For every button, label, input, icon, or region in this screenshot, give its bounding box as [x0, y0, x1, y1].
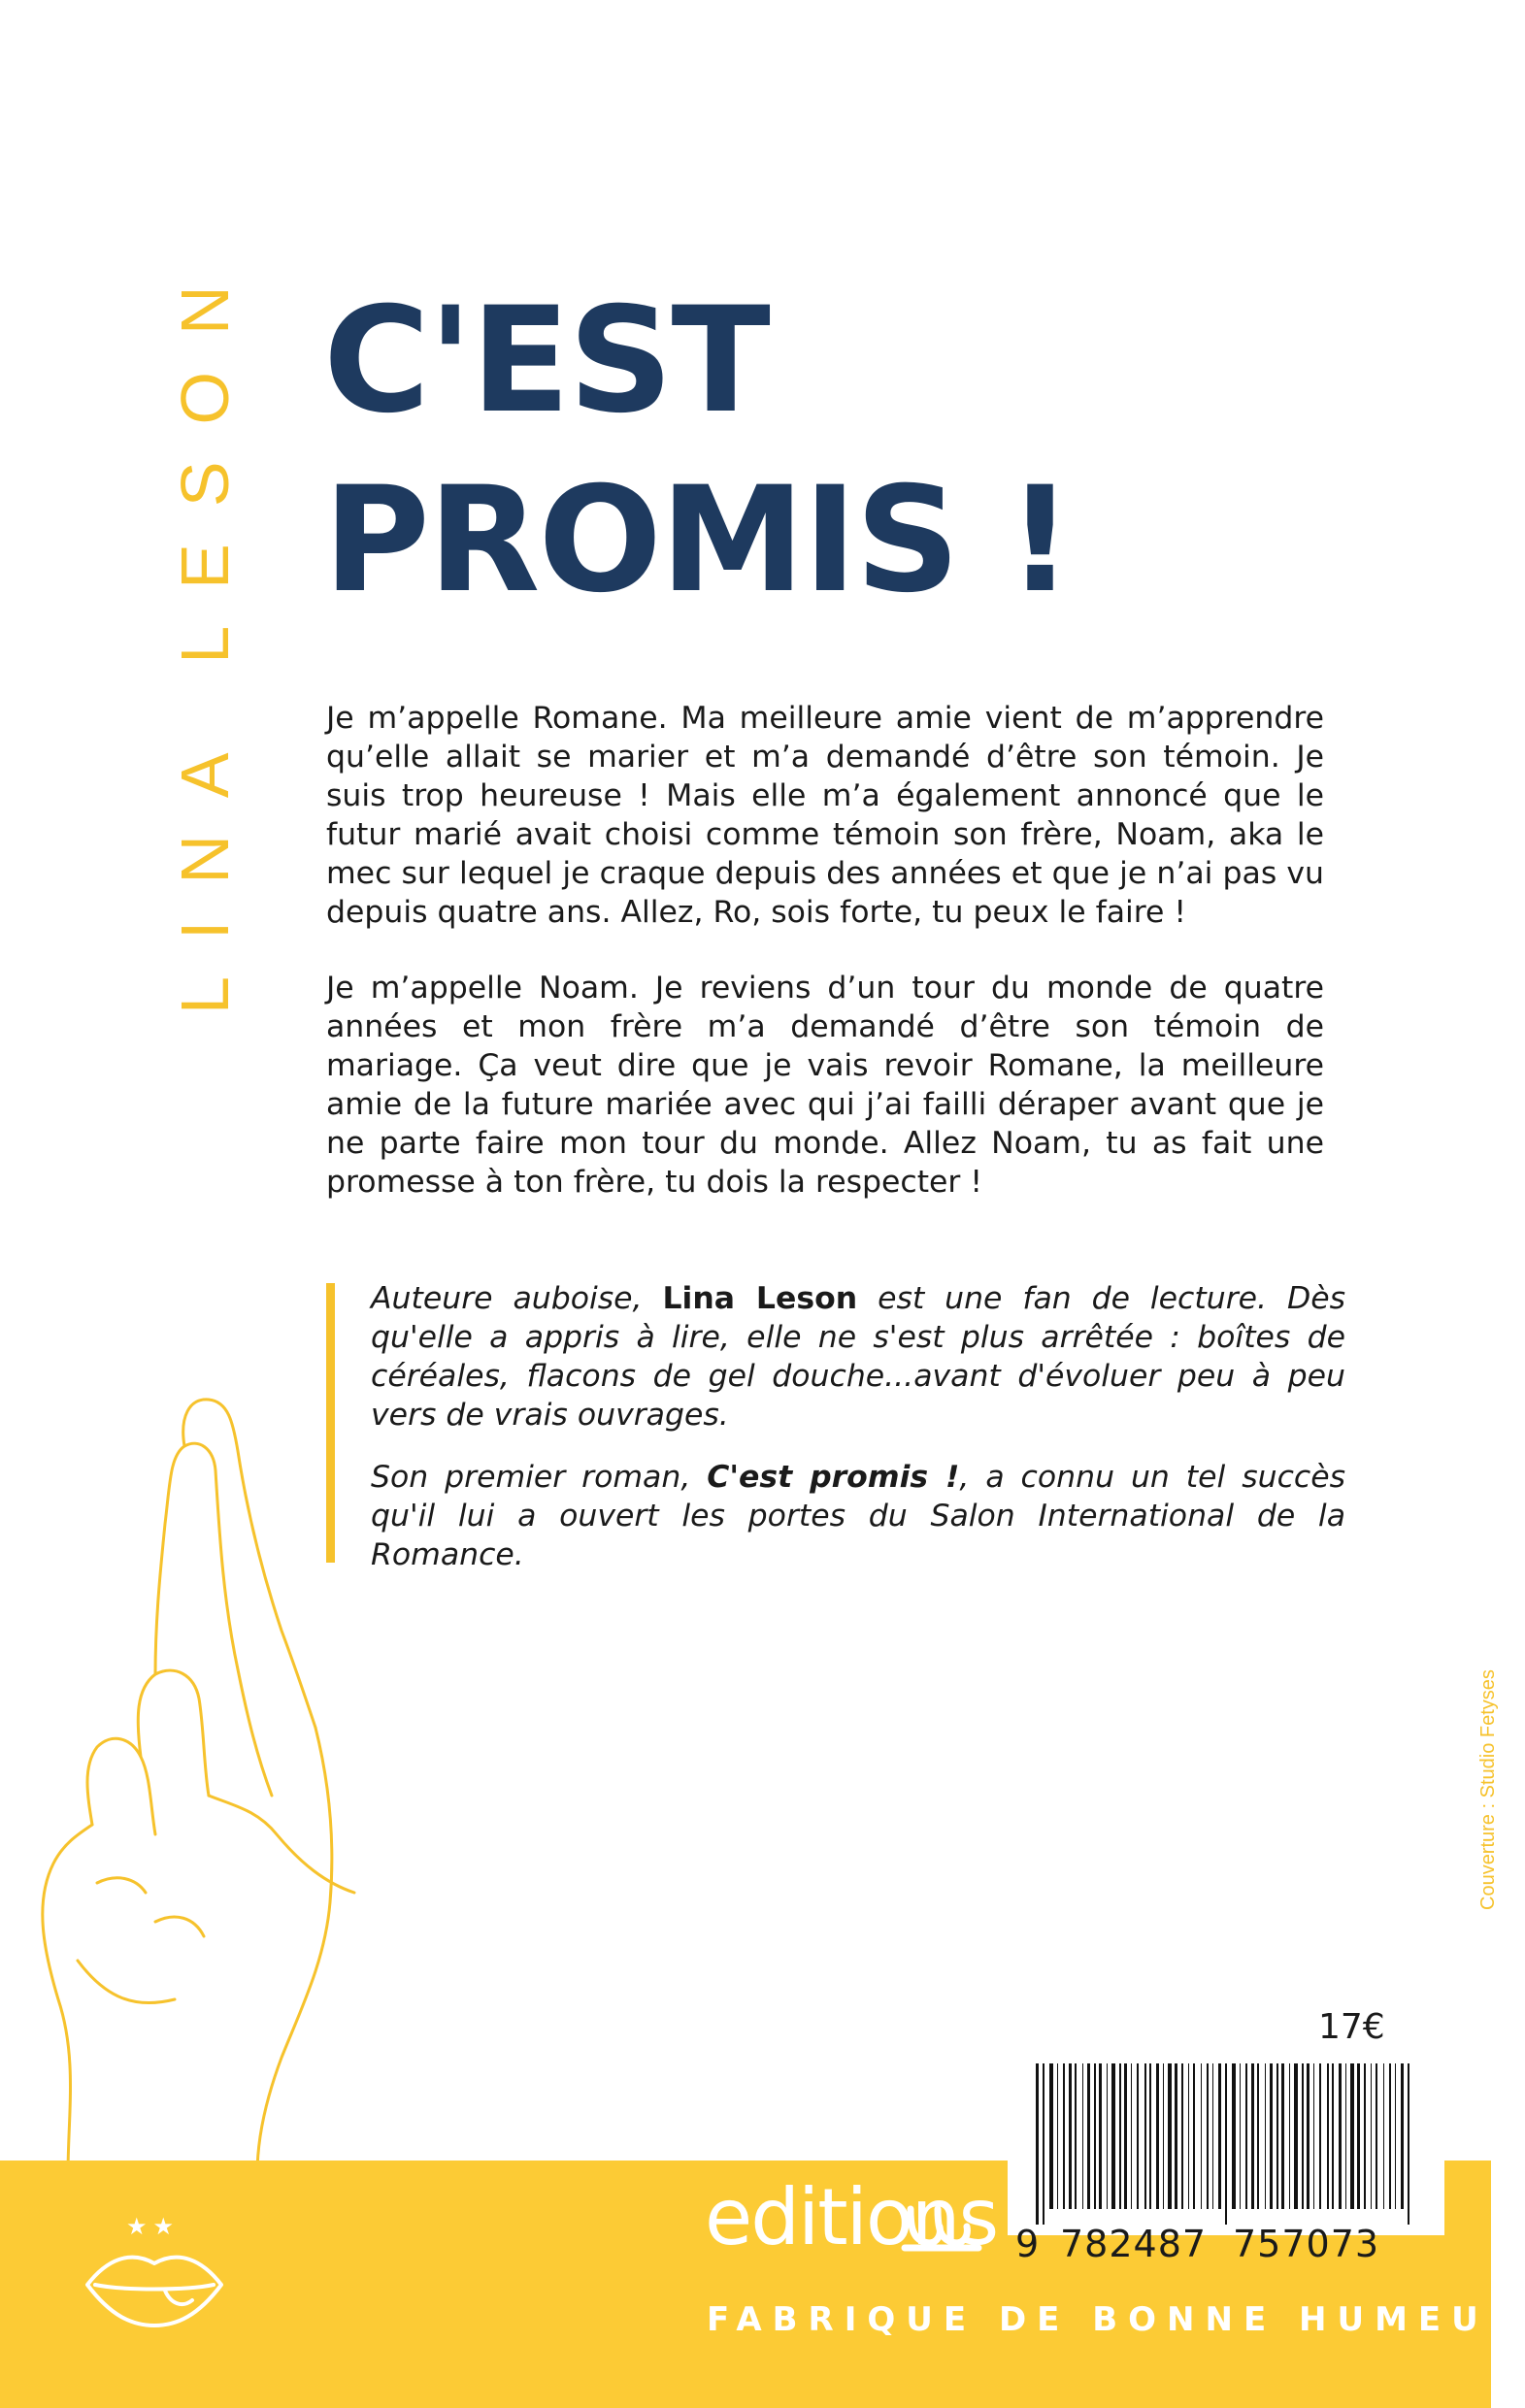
- bio-p1-intro: Auteure auboise,: [371, 1281, 663, 1316]
- barcode-bar: [1276, 2063, 1278, 2209]
- cover-credit: Couverture : Studio Fetyses: [1477, 1669, 1499, 1910]
- barcode-bar: [1043, 2063, 1044, 2225]
- bio-text: [371, 1279, 1345, 1574]
- barcode-bar: [1049, 2063, 1053, 2209]
- barcode-bar: [1408, 2063, 1409, 2225]
- barcode-bar: [1289, 2063, 1290, 2209]
- barcode-bar: [1137, 2063, 1139, 2209]
- bio-paragraph-1: [371, 1279, 1345, 1435]
- bio-paragraph-2: [371, 1458, 1345, 1574]
- barcode-bar: [1307, 2063, 1310, 2209]
- bio-p1-rest: est une fan de lecture. Dès qu'elle a appris à lire, elle ne s'est plus arrêtée : boîtes de céréales, flacons de gel douche...avant d'évoluer peu à peu vers de vrais ouvrages.: [371, 1281, 1345, 1433]
- barcode-bar: [1111, 2063, 1115, 2209]
- barcode-bar: [1207, 2063, 1209, 2209]
- barcode-bar: [1124, 2063, 1127, 2209]
- author-name-vertical: LINA LESON: [167, 248, 243, 1014]
- blurb-paragraph-noam: Je m’appelle Noam. Je reviens d’un tour du monde de quatre années et mon frère m’a demandé d’être son témoin de mariage. Ça veut dire que je vais revoir Romane, la meilleure amie de la future mariée avec qui j’ai failli déraper avant que je ne parte faire mon tour du monde. Allez Noam, tu as fait une promesse à ton frère, tu dois la respecter !: [326, 971, 1324, 1200]
- barcode-bar: [1313, 2063, 1314, 2209]
- barcode-bar: [1401, 2063, 1404, 2209]
- barcode-bar: [1175, 2063, 1177, 2209]
- barcode-bar: [1371, 2063, 1372, 2209]
- barcode-bar: [1181, 2063, 1183, 2209]
- barcode-bar: [1099, 2063, 1102, 2209]
- barcode-bar: [1345, 2063, 1346, 2209]
- barcode-bar: [1281, 2063, 1284, 2209]
- barcode-bar: [1383, 2063, 1384, 2209]
- barcode-bar: [1389, 2063, 1391, 2209]
- barcode-bar: [1265, 2063, 1266, 2209]
- author-bio: [326, 1279, 1345, 1598]
- barcode-bar: [1327, 2063, 1329, 2209]
- barcode-bar: [1036, 2063, 1039, 2225]
- barcode-bar: [1144, 2063, 1146, 2209]
- barcode-bar: [1339, 2063, 1342, 2209]
- barcode-bar: [1156, 2063, 1159, 2209]
- barcode-bar: [1069, 2063, 1072, 2209]
- barcode-bar: [1131, 2063, 1132, 2209]
- lips-logo-icon: [83, 2242, 225, 2329]
- barcode-bar: [1245, 2063, 1247, 2209]
- barcode-bar: [1257, 2063, 1259, 2209]
- title-line-2: PROMIS !: [323, 456, 1072, 625]
- barcode-bar: [1376, 2063, 1377, 2209]
- publisher-logo-mark: [903, 2197, 980, 2254]
- barcode-bar: [1057, 2063, 1058, 2209]
- barcode-bar: [1119, 2063, 1121, 2209]
- barcode-bar: [1357, 2063, 1360, 2209]
- bio-p2-intro: Son premier roman,: [371, 1460, 708, 1495]
- barcode-bar: [1193, 2063, 1195, 2209]
- bio-author-name: Lina Leson: [662, 1281, 858, 1316]
- back-cover-blurb: [326, 699, 1324, 1238]
- star-rating-icon: ★★: [126, 2213, 181, 2240]
- barcode-bar: [1082, 2063, 1083, 2209]
- book-title: [323, 272, 1072, 631]
- bio-book-title: C'est promis !: [707, 1460, 960, 1495]
- barcode-bar: [1350, 2063, 1354, 2209]
- barcode-bar: [1270, 2063, 1273, 2209]
- barcode-bar: [1364, 2063, 1366, 2209]
- publisher-logo-text: editions: [705, 2172, 998, 2262]
- barcode-bar: [1063, 2063, 1065, 2209]
- barcode-bar: [1168, 2063, 1172, 2209]
- barcode-bar: [1294, 2063, 1298, 2209]
- barcode-bar: [1094, 2063, 1096, 2209]
- barcode-bar: [1332, 2063, 1334, 2209]
- barcode-bar: [1201, 2063, 1202, 2209]
- title-line-1: C'EST: [323, 277, 769, 445]
- barcode-bar: [1163, 2063, 1164, 2209]
- isbn-group-1: 782487: [1060, 2223, 1208, 2265]
- price: 17€: [1318, 2007, 1385, 2047]
- barcode-bar: [1107, 2063, 1108, 2209]
- isbn-prefix: 9: [1015, 2223, 1040, 2265]
- barcode-bar: [1395, 2063, 1396, 2209]
- barcode-bar: [1251, 2063, 1254, 2209]
- crossed-fingers-illustration: [39, 1378, 388, 2174]
- barcode-bar: [1087, 2063, 1090, 2209]
- barcode-bar: [1302, 2063, 1304, 2209]
- bio-p2-rest: , a connu un tel succès qu'il lui a ouvert les portes du Salon International de la Romance.: [371, 1460, 1345, 1572]
- barcode-bar: [1232, 2063, 1236, 2209]
- isbn-barcode: [1014, 2063, 1432, 2225]
- publisher-tagline: FABRIQUE DE BONNE HUMEUR: [707, 2300, 1525, 2339]
- barcode-bar: [1240, 2063, 1241, 2209]
- barcode-bar: [1149, 2063, 1151, 2209]
- barcode-bar: [1218, 2063, 1221, 2209]
- barcode-bar: [1075, 2063, 1077, 2209]
- barcode-bar: [1319, 2063, 1321, 2209]
- barcode-bar: [1225, 2063, 1227, 2225]
- isbn-group-2: 757073: [1233, 2223, 1380, 2265]
- barcode-bar: [1212, 2063, 1213, 2209]
- barcode-bar: [1188, 2063, 1189, 2209]
- blurb-paragraph-romane: Je m’appelle Romane. Ma meilleure amie vient de m’apprendre qu’elle allait se marier et m’a demandé d’être son témoin. Je suis trop heureuse ! Mais elle m’a également annoncé que le futur marié avait choisi comme témoin son frère, Noam, aka le mec sur lequel je craque depuis des années et que je n’ai pas vu depuis quatre ans. Allez, Ro, sois forte, tu peux le faire !: [326, 701, 1324, 930]
